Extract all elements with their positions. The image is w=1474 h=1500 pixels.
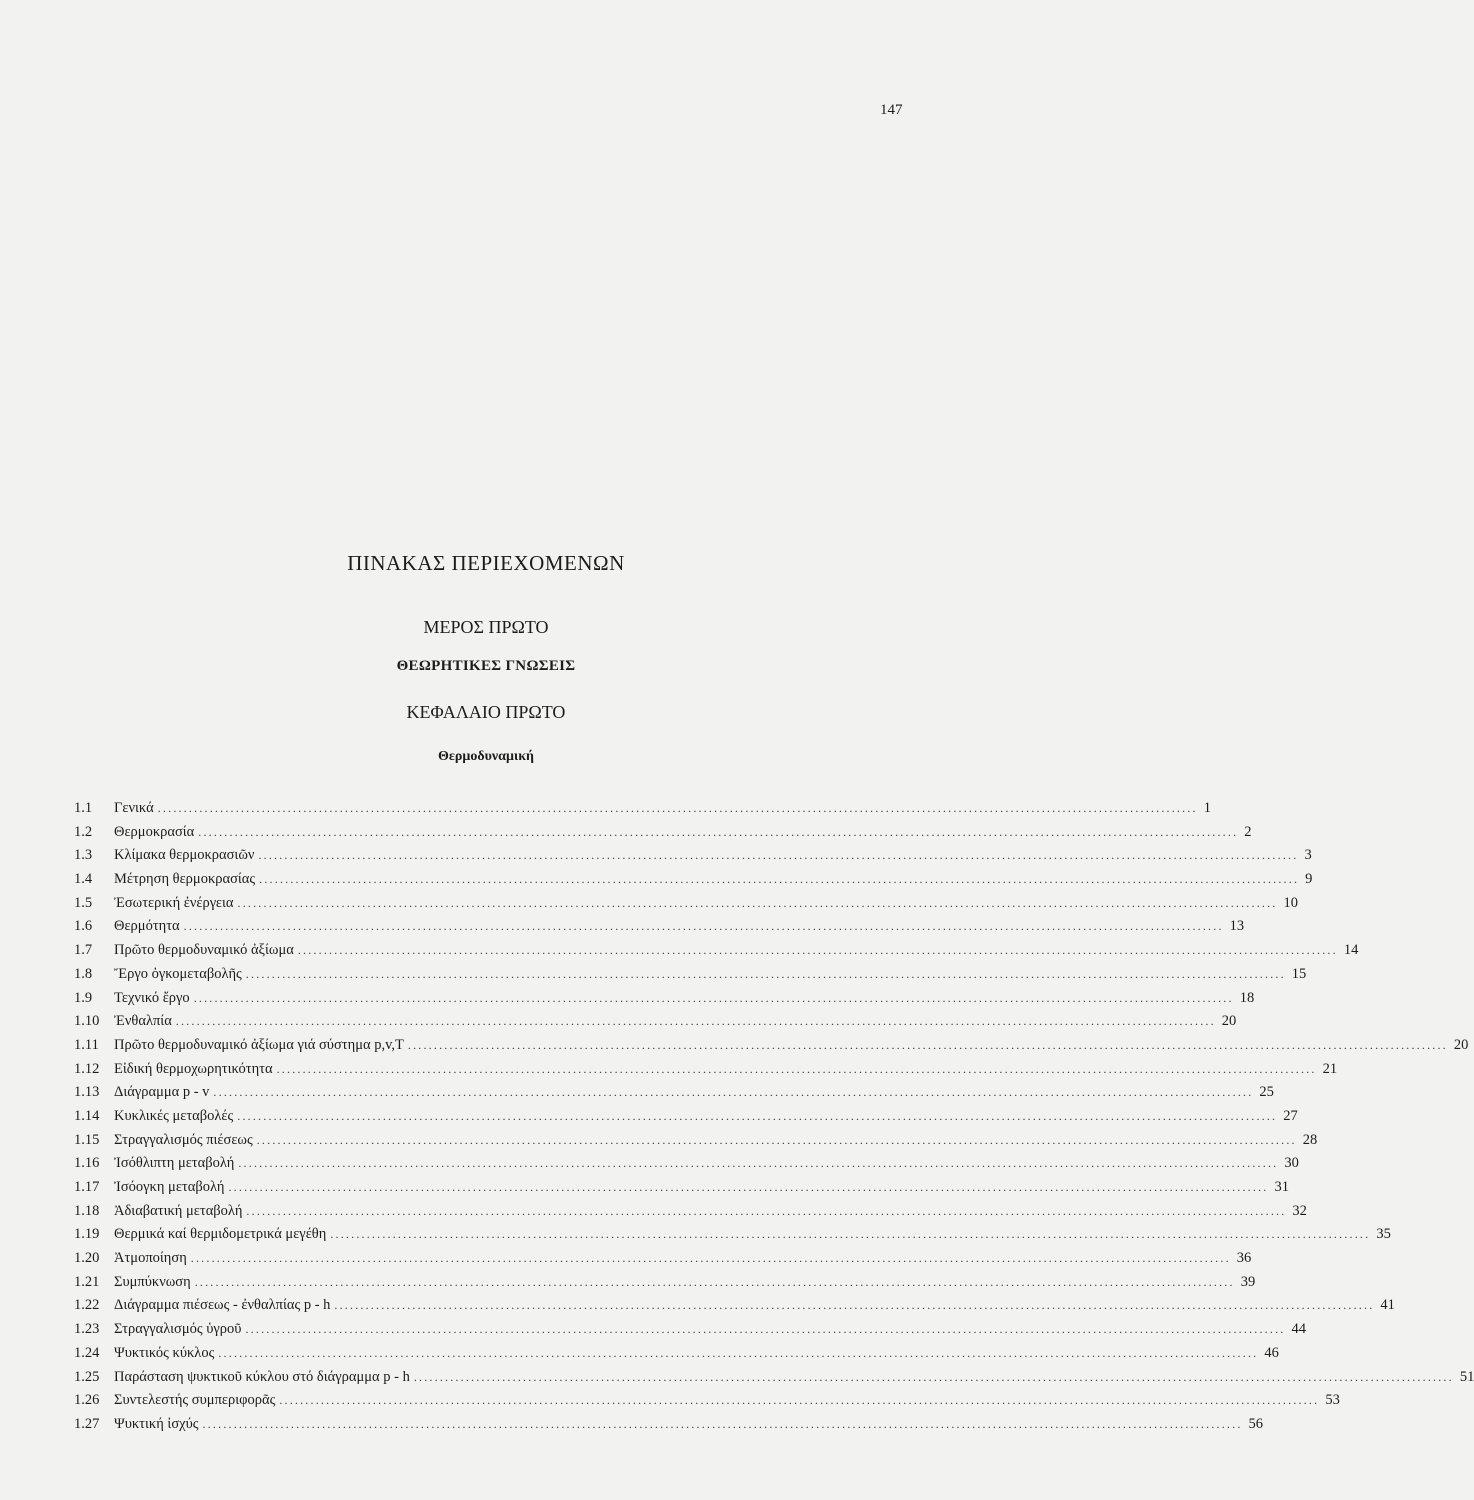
toc-entry [74,1081,1274,1105]
toc-entry-title: Θερμοκρασία [114,823,195,840]
dot-leader: ........................................................................................................................................................................................................ [258,848,1299,863]
toc-entry-page: 35 [1376,1226,1391,1243]
toc-entry-title: Πρῶτο θερμοδυναμικό ἀξίωμα γιά σύστημα p,v,T [114,1036,404,1053]
section-heading: ΘΕΩΡΗΤΙΚΕΣ ΓΝΩΣΕΙΣ [396,658,576,674]
dot-leader: ........................................................................................................................................................................................................ [237,1108,1278,1123]
toc-entry-page: 56 [1248,1415,1264,1432]
toc-entry-number: 1.24 [74,1344,100,1361]
dot-leader: ........................................................................................................................................................................................................ [245,966,1286,981]
toc-entry [74,892,1298,916]
toc-entry-title: Συντελεστής συμπεριφορᾶς [114,1392,276,1409]
toc-entry-page: 46 [1264,1344,1279,1361]
toc-entry [74,1247,1252,1271]
toc-entry-title: Ψυκτικός κύκλος [114,1344,215,1361]
toc-entry-number: 1.23 [74,1321,100,1338]
toc-entry-page: 15 [1291,965,1307,982]
toc-entry-title: Ψυκτική ἰσχύς [114,1415,199,1432]
toc-entry-page: 14 [1343,942,1359,959]
dot-leader: ........................................................................................................................................................................................................ [259,872,1300,887]
dot-leader: ........................................................................................................................................................................................................ [228,1180,1269,1194]
toc-entry-number: 1.15 [74,1131,100,1148]
toc-entry [74,1318,1306,1342]
toc-entry-title: Κλίμακα θερμοκρασιῶν [114,847,255,864]
toc-entry-page: 44 [1291,1321,1306,1338]
toc-entry-page: 28 [1302,1131,1318,1148]
toc-entry-number: 1.14 [74,1107,100,1124]
document-title: ΠΙΝΑΚΑΣ ΠΕΡΙΕΧΟΜΕΝΩΝ [347,551,625,575]
toc-entry-number: 1.20 [74,1250,100,1267]
toc-entry [74,939,1359,963]
toc-entry-title: Τεχνικό ἔργο [114,989,190,1006]
toc-entry-number: 1.9 [74,989,93,1006]
toc-entry-number: 1.1 [74,800,93,816]
toc-entry [74,1342,1279,1366]
dot-leader: ........................................................................................................................................................................................................ [237,895,1278,910]
toc-entry-page: 51 [1459,1368,1474,1385]
toc-entry-title: Θερμικά καί θερμιδομετρικά μεγέθη [114,1226,327,1243]
toc-entry-page: 13 [1229,918,1245,935]
toc-entry [74,797,1211,821]
toc-entry [74,1200,1307,1224]
toc-entry-title: Ἰσόθλιπτη μεταβολή [114,1155,235,1172]
dot-leader: ........................................................................................................................................................................................................ [245,1322,1286,1337]
toc-entry-number: 1.26 [74,1392,100,1409]
toc-entry-title: Εἰδική θερμοχωρητικότητα [114,1060,273,1077]
dot-leader: ........................................................................................................................................................................................................ [330,1227,1371,1242]
dot-leader: ........................................................................................................................................................................................................ [157,801,1198,815]
toc-entry [74,987,1255,1011]
toc-entry-title: Γενικά [114,800,154,816]
dot-leader: ........................................................................................................................................................................................................ [190,1251,1231,1266]
toc-entry [74,1271,1256,1295]
dot-leader: ........................................................................................................................................................................................................ [198,824,1239,839]
toc-entry [74,1058,1338,1082]
dot-leader: ........................................................................................................................................................................................................ [175,1014,1216,1029]
toc-entry [74,844,1312,868]
toc-entry-number: 1.18 [74,1202,100,1219]
dot-leader: ........................................................................................................................................................................................................ [413,1369,1454,1384]
subject-heading: Θερμοδυναμική [438,749,534,764]
toc-entry [74,821,1252,845]
toc-entry-number: 1.10 [74,1013,100,1030]
toc-entry-page: 27 [1283,1107,1298,1124]
toc-entry-number: 1.12 [74,1060,100,1077]
toc-entry-number: 1.27 [74,1415,100,1432]
dot-leader: ........................................................................................................................................................................................................ [276,1061,1317,1076]
dot-leader: ........................................................................................................................................................................................................ [256,1132,1297,1147]
toc-entry-number: 1.7 [74,942,93,959]
toc-entry-page: 25 [1259,1084,1274,1101]
dot-leader: ........................................................................................................................................................................................................ [246,1203,1287,1218]
toc-entry-title: Κυκλικές μεταβολές [114,1107,234,1124]
toc-entry [74,1129,1318,1153]
toc-entry-number: 1.22 [74,1297,100,1314]
toc-entry-page: 18 [1239,989,1255,1006]
toc-entry-title: Στραγγαλισμός ὑγροῦ [114,1321,242,1338]
toc-entry [74,1294,1395,1318]
toc-entry [74,1010,1237,1034]
toc-entry-number: 1.4 [74,871,93,888]
toc-entry [74,1152,1299,1176]
toc-entry-title: Ἀδιαβατική μεταβολή [114,1202,243,1219]
toc-entry-title: Θερμότητα [114,918,180,935]
toc-entry-page: 1 [1203,800,1211,816]
toc-entry-page: 9 [1305,871,1313,888]
dot-leader: ........................................................................................................................................................................................................ [279,1393,1320,1408]
toc-entry-page: 39 [1240,1273,1256,1290]
toc-entry [74,1413,1264,1437]
toc-entry [74,963,1307,987]
toc-entry-page: 41 [1380,1297,1395,1314]
dot-leader: ........................................................................................................................................................................................................ [238,1156,1279,1171]
toc-entry [74,1105,1298,1129]
toc-entry-title: Ἐνθαλπία [114,1013,172,1030]
toc-entry-number: 1.21 [74,1273,100,1290]
toc-entry-page: 21 [1322,1060,1338,1077]
toc-entry-title: Μέτρηση θερμοκρασίας [114,871,256,888]
toc-entry-number: 1.25 [74,1368,100,1385]
toc-entry-page: 31 [1274,1179,1289,1195]
toc-entry-page: 32 [1292,1202,1307,1219]
dot-leader: ........................................................................................................................................................................................................ [218,1345,1259,1360]
toc-entry [74,1223,1391,1247]
toc-entry-number: 1.16 [74,1155,100,1172]
toc-entry-page: 20 [1221,1013,1237,1030]
toc-entry [74,1034,1469,1058]
dot-leader: ........................................................................................................................................................................................................ [202,1416,1243,1431]
toc-entry-page: 30 [1284,1155,1299,1172]
toc-entry-number: 1.3 [74,847,93,864]
toc-entry [74,1176,1289,1200]
page-number: 147 [880,102,903,118]
dot-leader: ........................................................................................................................................................................................................ [194,1274,1235,1289]
chapter-heading: ΚΕΦΑΛΑΙΟ ΠΡΩΤΟ [406,702,566,722]
toc-entry-title: Πρῶτο θερμοδυναμικό ἀξίωμα [114,942,294,959]
toc-entry-page: 3 [1304,847,1312,864]
dot-leader: ........................................................................................................................................................................................................ [334,1298,1375,1313]
part-heading: ΜΕΡΟΣ ΠΡΩΤΟ [423,617,549,637]
dot-leader: ........................................................................................................................................................................................................ [193,990,1234,1005]
toc-entry-title: Παράσταση ψυκτικοῦ κύκλου στό διάγραμμα p - h [114,1368,410,1385]
toc-entry-title: Ἰσόογκη μεταβολή [114,1179,225,1195]
toc-entry-number: 1.11 [74,1036,99,1053]
toc-entry [74,915,1245,939]
toc-entry [74,1366,1474,1390]
toc-entry-title: Ἔργο ὀγκομεταβολῆς [114,965,242,982]
toc-entry-number: 1.8 [74,965,93,982]
toc-entry-page: 20 [1453,1036,1469,1053]
toc-entry-page: 36 [1236,1250,1252,1267]
toc-entry-title: Ἀτμοποίηση [114,1250,187,1267]
toc-entry-title: Συμπύκνωση [114,1273,191,1290]
toc-entry [74,1389,1340,1413]
toc-entry-number: 1.2 [74,823,93,840]
dot-leader: ........................................................................................................................................................................................................ [213,1085,1254,1100]
toc-entry-title: Στραγγαλισμός πιέσεως [114,1131,253,1148]
toc-entry-number: 1.17 [74,1179,100,1195]
toc-entry-page: 10 [1283,894,1298,911]
toc-entry-title: Διάγραμμα πιέσεως - ἐνθαλπίας p - h [114,1297,331,1314]
table-of-contents [74,797,1474,1437]
dot-leader: ........................................................................................................................................................................................................ [407,1037,1448,1052]
toc-entry-title: Διάγραμμα p - v [114,1084,210,1101]
toc-entry-page: 53 [1325,1392,1340,1409]
toc-entry-number: 1.19 [74,1226,100,1243]
toc-entry [74,868,1313,892]
toc-entry-number: 1.13 [74,1084,100,1101]
dot-leader: ........................................................................................................................................................................................................ [183,919,1224,934]
toc-entry-page: 2 [1244,823,1252,840]
toc-entry-number: 1.5 [74,894,93,911]
dot-leader: ........................................................................................................................................................................................................ [297,943,1338,958]
toc-entry-title: Ἐσωτερική ἐνέργεια [114,894,234,911]
toc-entry-number: 1.6 [74,918,93,935]
